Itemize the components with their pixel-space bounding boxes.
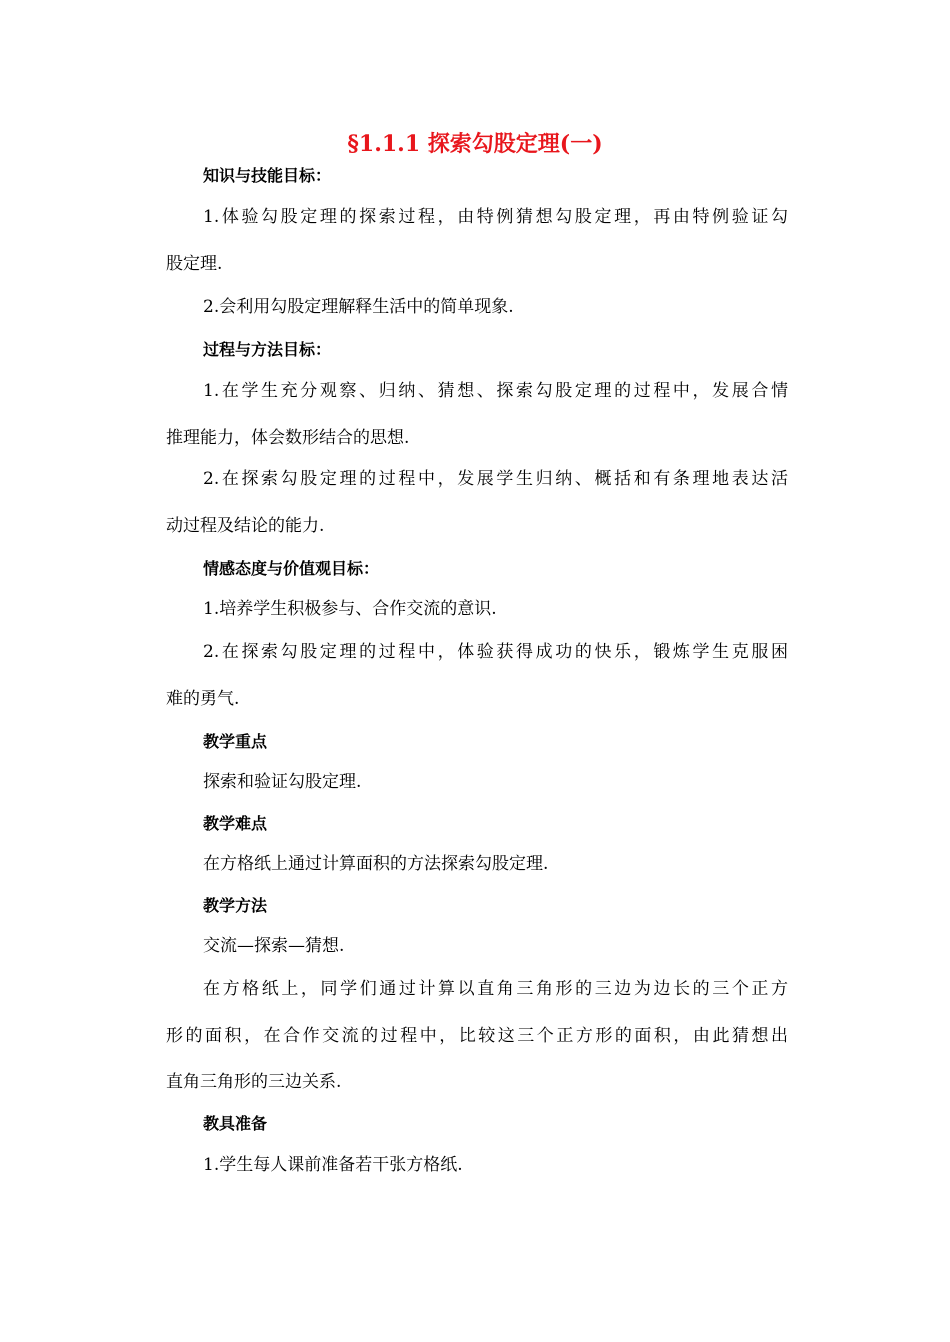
paragraph-line: 2.在探索勾股定理的过程中，发展学生归纳、概括和有条理地表达活	[203, 469, 788, 489]
document-title: §1.1.1 探索勾股定理(一)	[347, 131, 603, 157]
paragraph-line: 1.培养学生积极参与、合作交流的意识.	[203, 599, 497, 619]
section-heading-teaching-aids: 教具准备	[203, 1114, 268, 1133]
paragraph-line: 1.在学生充分观察、归纳、猜想、探索勾股定理的过程中，发展合情	[203, 381, 788, 401]
paragraph-line: 动过程及结论的能力.	[166, 516, 325, 536]
paragraph-line: 股定理.	[166, 254, 223, 274]
section-heading-teaching-method: 教学方法	[203, 896, 268, 915]
paragraph-line: 在方格纸上通过计算面积的方法探索勾股定理.	[203, 854, 549, 874]
paragraph-line: 交流—探索—猜想.	[203, 936, 345, 956]
paragraph-line: 1.体验勾股定理的探索过程，由特例猜想勾股定理，再由特例验证勾	[203, 207, 788, 227]
paragraph-line: 直角三角形的三边关系.	[166, 1072, 342, 1092]
section-heading-teaching-difficulty: 教学难点	[203, 814, 268, 833]
paragraph-line: 形的面积，在合作交流的过程中，比较这三个正方形的面积，由此猜想出	[166, 1026, 788, 1046]
section-heading-teaching-focus: 教学重点	[203, 732, 268, 751]
paragraph-line: 推理能力，体会数形结合的思想.	[166, 428, 410, 448]
paragraph-line: 难的勇气.	[166, 689, 240, 709]
paragraph-line: 2.会利用勾股定理解释生活中的简单现象.	[203, 297, 514, 317]
section-heading-attitude-values: 情感态度与价值观目标：	[203, 559, 380, 578]
paragraph-line: 1.学生每人课前准备若干张方格纸.	[203, 1155, 463, 1175]
section-heading-knowledge-skills: 知识与技能目标：	[203, 166, 332, 185]
section-heading-process-method: 过程与方法目标：	[203, 340, 332, 359]
paragraph-line: 探索和验证勾股定理.	[203, 772, 362, 792]
paragraph-line: 在方格纸上，同学们通过计算以直角三角形的三边为边长的三个正方	[203, 979, 788, 999]
paragraph-line: 2.在探索勾股定理的过程中，体验获得成功的快乐，锻炼学生克服困	[203, 642, 788, 662]
